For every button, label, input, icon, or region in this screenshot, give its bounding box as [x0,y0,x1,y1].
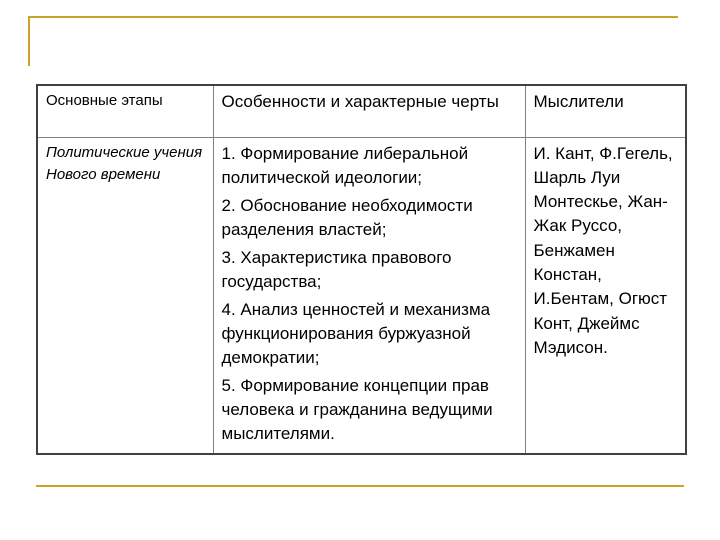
features-cell [213,137,525,454]
decorative-top-line [28,16,678,18]
feature-item: 1. Формирование либеральной политической идеологии; [221,143,469,187]
table-row [37,137,686,454]
feature-item: 3. Характеристика правового государства; [221,247,452,291]
thinkers-cell: И. Кант, Ф.Гегель, Шарль Луи Монтескье, Жан-Жак Руссо, Бенжамен Констан, И.Бентам, Огюст Конт, Джеймс Мэдисон. [525,137,686,454]
decorative-left-line [28,16,30,66]
header-features: Особенности и характерные черты [213,85,525,137]
decorative-bottom-line [36,485,684,487]
feature-item: 5. Формирование концепции прав человека и гражданина ведущими мыслителями. [221,375,493,443]
feature-item: 4. Анализ ценностей и механизма функционирования буржуазной демократии; [221,299,491,367]
period-cell: Политические учения Нового времени [37,137,213,454]
table-header-row [37,85,686,137]
header-stages: Основные этапы [37,85,213,137]
stages-table [36,84,687,455]
feature-item: 2. Обоснование необходимости разделения властей; [221,195,473,239]
header-thinkers: Мыслители [525,85,686,137]
